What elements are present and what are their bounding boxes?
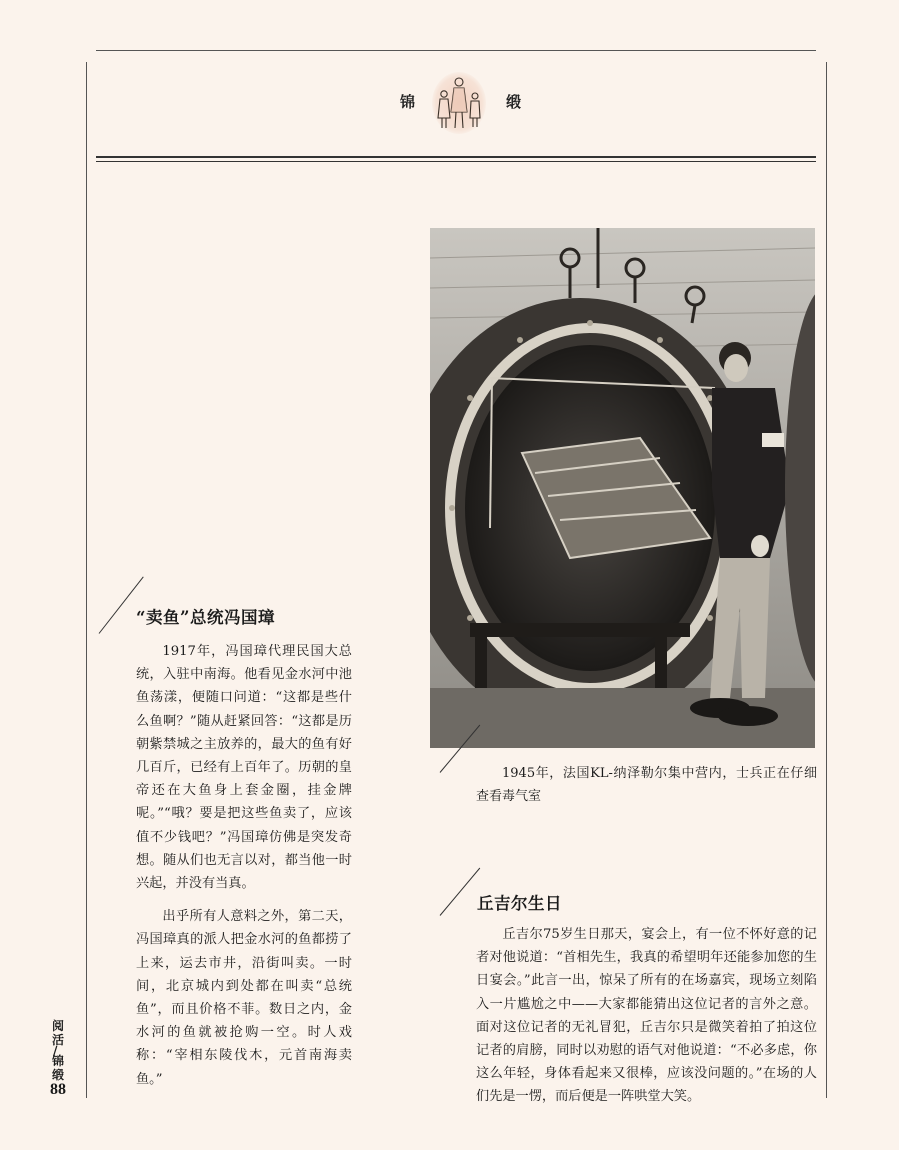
article1-title: “卖鱼”总统冯国璋 [136, 608, 275, 627]
gas-chamber-photo [430, 228, 815, 748]
right-frame-line [826, 62, 827, 1098]
photo-caption: 1945年，法国KL-纳泽勒尔集中营内，士兵正在仔细查看毒气室 [476, 766, 817, 804]
article2-title: 丘吉尔生日 [477, 894, 562, 913]
article2-title-slash [440, 868, 481, 916]
article1-body [136, 640, 352, 1091]
header-rule-1 [96, 156, 816, 158]
header-left-char: 锦 [400, 93, 416, 111]
scholars-emblem-icon [432, 72, 486, 134]
sidebar-slash: / [53, 1044, 58, 1058]
article2-body [476, 923, 817, 1109]
header-rule-2 [96, 161, 816, 162]
top-rule [96, 50, 816, 51]
page-number: 88 [50, 1081, 66, 1098]
sidebar-label-bottom: 锦缎 [52, 1054, 65, 1082]
article2-paragraph: 丘吉尔75岁生日那天，宴会上，有一位不怀好意的记者对他说道：“首相先生，我真的希望明年还能参加您的生日宴会。”此言一出，惊呆了所有的在场嘉宾，现场立刻陷入一片尴尬之中——大家都能猜出这位记者的言外之意。面对这位记者的无礼冒犯，丘吉尔只是微笑着拍了拍这位记者的肩膀，同时以劝慰的语气对他说道：“不必多虑，你这么年轻，身体看起来又很棒，应该没问题的。”在场的人们先是一愣，而后便是一阵哄堂大笑。 [476, 927, 817, 1105]
article1-paragraph: 1917年，冯国璋代理民国大总统，入驻中南海。他看见金水河中池鱼荡漾，便随口问道：“这都是些什么鱼啊？”随从赶紧回答：“这都是历朝紫禁城之主放养的，最大的鱼有好几百斤，已经有上百年了。历朝的皇帝还在大鱼身上套金圈，挂金牌呢。”“哦？要是把这些鱼卖了，应该值不少钱吧？”冯国璋仿佛是突发奇想。随从们也无言以对，都当他一时兴起，并没有当真。 [136, 644, 352, 892]
article1-paragraph: 出乎所有人意料之外，第二天，冯国璋真的派人把金水河的鱼都捞了上来，运去市井，沿街叫卖。一时间，北京城内到处都在叫卖“总统鱼”，而且价格不菲。数日之内，金水河的鱼就被抢购一空。时人戏称：“宰相东陵伐木，元首南海卖鱼。” [136, 909, 352, 1087]
sidebar-label-top: 阅活 [52, 1019, 65, 1047]
left-frame-line [86, 62, 87, 1098]
header-right-char: 缎 [506, 93, 522, 111]
